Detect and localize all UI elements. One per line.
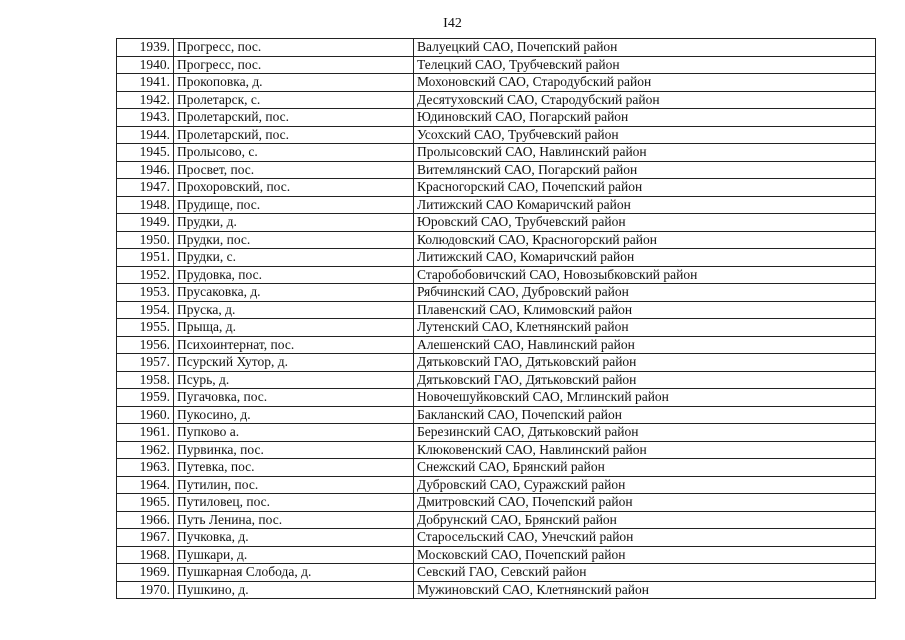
administrative-unit: Бакланский САО, Почепский район: [414, 406, 876, 424]
row-number: 1947.: [117, 179, 174, 197]
settlement-name: Пруска, д.: [174, 301, 414, 319]
row-number: 1968.: [117, 546, 174, 564]
settlement-name: Прогресс, пос.: [174, 56, 414, 74]
settlement-name: Псурь, д.: [174, 371, 414, 389]
table-row: [117, 214, 876, 232]
settlement-name: Путилин, пос.: [174, 476, 414, 494]
settlement-name: Прудище, пос.: [174, 196, 414, 214]
table-row: [117, 424, 876, 442]
settlement-name: Пролетарский, пос.: [174, 109, 414, 127]
administrative-unit: Клюковенский САО, Навлинский район: [414, 441, 876, 459]
settlement-name: Путь Ленина, пос.: [174, 511, 414, 529]
table-row: [117, 459, 876, 477]
administrative-unit: Юровский САО, Трубчевский район: [414, 214, 876, 232]
administrative-unit: Рябчинский САО, Дубровский район: [414, 284, 876, 302]
administrative-unit: Усохский САО, Трубчевский район: [414, 126, 876, 144]
settlement-name: Пурвинка, пос.: [174, 441, 414, 459]
settlement-name: Прудки, пос.: [174, 231, 414, 249]
settlement-name: Психоинтернат, пос.: [174, 336, 414, 354]
administrative-unit: Алешенский САО, Навлинский район: [414, 336, 876, 354]
table-row: [117, 91, 876, 109]
row-number: 1942.: [117, 91, 174, 109]
table-row: [117, 389, 876, 407]
administrative-unit: Пролысовский САО, Навлинский район: [414, 144, 876, 162]
administrative-unit: Мохоновский САО, Стародубский район: [414, 74, 876, 92]
administrative-unit: Севский ГАО, Севский район: [414, 564, 876, 582]
row-number: 1955.: [117, 319, 174, 337]
administrative-unit: Дмитровский САО, Почепский район: [414, 494, 876, 512]
settlement-name: Путевка, пос.: [174, 459, 414, 477]
table-row: [117, 529, 876, 547]
administrative-unit: Литижский САО, Комаричский район: [414, 249, 876, 267]
row-number: 1956.: [117, 336, 174, 354]
settlement-name: Прудки, д.: [174, 214, 414, 232]
administrative-unit: Старобобовичский САО, Новозыбковский район: [414, 266, 876, 284]
administrative-unit: Добрунский САО, Брянский район: [414, 511, 876, 529]
administrative-unit: Старосельский САО, Унечский район: [414, 529, 876, 547]
row-number: 1959.: [117, 389, 174, 407]
row-number: 1960.: [117, 406, 174, 424]
settlement-name: Пугачовка, пос.: [174, 389, 414, 407]
row-number: 1966.: [117, 511, 174, 529]
row-number: 1967.: [117, 529, 174, 547]
administrative-unit: Березинский САО, Дятьковский район: [414, 424, 876, 442]
administrative-unit: Колюдовский САО, Красногорский район: [414, 231, 876, 249]
table-row: [117, 406, 876, 424]
administrative-unit: Юдиновский САО, Погарский район: [414, 109, 876, 127]
table-row: [117, 494, 876, 512]
settlement-name: Пролетарский, пос.: [174, 126, 414, 144]
administrative-unit: Валуецкий САО, Почепский район: [414, 39, 876, 57]
row-number: 1964.: [117, 476, 174, 494]
row-number: 1962.: [117, 441, 174, 459]
settlements-table: [116, 38, 876, 599]
settlement-name: Просвет, пос.: [174, 161, 414, 179]
row-number: 1970.: [117, 581, 174, 599]
row-number: 1954.: [117, 301, 174, 319]
table-row: [117, 319, 876, 337]
settlement-name: Пучковка, д.: [174, 529, 414, 547]
settlement-name: Прогресс, пос.: [174, 39, 414, 57]
settlement-name: Прудки, с.: [174, 249, 414, 267]
table-row: [117, 231, 876, 249]
administrative-unit: Новочешуйковский САО, Мглинский район: [414, 389, 876, 407]
settlement-name: Пушкари, д.: [174, 546, 414, 564]
table-row: [117, 249, 876, 267]
table-row: [117, 161, 876, 179]
row-number: 1952.: [117, 266, 174, 284]
row-number: 1941.: [117, 74, 174, 92]
row-number: 1958.: [117, 371, 174, 389]
row-number: 1946.: [117, 161, 174, 179]
administrative-unit: Дятьковский ГАО, Дятьковский район: [414, 354, 876, 372]
row-number: 1943.: [117, 109, 174, 127]
table-row: [117, 126, 876, 144]
settlement-name: Прокоповка, д.: [174, 74, 414, 92]
row-number: 1939.: [117, 39, 174, 57]
table-row: [117, 144, 876, 162]
settlement-name: Пушкарная Слобода, д.: [174, 564, 414, 582]
settlement-name: Прудовка, пос.: [174, 266, 414, 284]
row-number: 1953.: [117, 284, 174, 302]
table-row: [117, 266, 876, 284]
table-row: [117, 354, 876, 372]
administrative-unit: Снежский САО, Брянский район: [414, 459, 876, 477]
table-row: [117, 441, 876, 459]
settlement-name: Прыща, д.: [174, 319, 414, 337]
row-number: 1969.: [117, 564, 174, 582]
row-number: 1949.: [117, 214, 174, 232]
settlement-name: Прохоровский, пос.: [174, 179, 414, 197]
table-row: [117, 511, 876, 529]
table-row: [117, 39, 876, 57]
table-row: [117, 284, 876, 302]
row-number: 1944.: [117, 126, 174, 144]
page-number: I42: [443, 16, 462, 31]
table-row: [117, 56, 876, 74]
administrative-unit: Плавенский САО, Климовский район: [414, 301, 876, 319]
settlement-name: Пукосино, д.: [174, 406, 414, 424]
settlements-table-body: [117, 39, 876, 599]
settlement-name: Пролысово, с.: [174, 144, 414, 162]
table-row: [117, 336, 876, 354]
administrative-unit: Дубровский САО, Суражский район: [414, 476, 876, 494]
row-number: 1965.: [117, 494, 174, 512]
row-number: 1948.: [117, 196, 174, 214]
row-number: 1963.: [117, 459, 174, 477]
table-row: [117, 546, 876, 564]
table-row: [117, 476, 876, 494]
administrative-unit: Лутенский САО, Клетнянский район: [414, 319, 876, 337]
row-number: 1945.: [117, 144, 174, 162]
row-number: 1961.: [117, 424, 174, 442]
administrative-unit: Дятьковский ГАО, Дятьковский район: [414, 371, 876, 389]
settlement-name: Путиловец, пос.: [174, 494, 414, 512]
table-row: [117, 581, 876, 599]
row-number: 1957.: [117, 354, 174, 372]
administrative-unit: Десятуховский САО, Стародубский район: [414, 91, 876, 109]
settlement-name: Пупково а.: [174, 424, 414, 442]
settlement-name: Прусаковка, д.: [174, 284, 414, 302]
table-row: [117, 179, 876, 197]
table-row: [117, 371, 876, 389]
administrative-unit: Телецкий САО, Трубчевский район: [414, 56, 876, 74]
administrative-unit: Мужиновский САО, Клетнянский район: [414, 581, 876, 599]
administrative-unit: Литижский САО Комаричский район: [414, 196, 876, 214]
administrative-unit: Красногорский САО, Почепский район: [414, 179, 876, 197]
row-number: 1950.: [117, 231, 174, 249]
table-row: [117, 74, 876, 92]
row-number: 1940.: [117, 56, 174, 74]
table-row: [117, 196, 876, 214]
row-number: 1951.: [117, 249, 174, 267]
table-row: [117, 301, 876, 319]
settlement-name: Пушкино, д.: [174, 581, 414, 599]
settlement-name: Псурский Хутор, д.: [174, 354, 414, 372]
table-row: [117, 564, 876, 582]
administrative-unit: Витемлянский САО, Погарский район: [414, 161, 876, 179]
administrative-unit: Московский САО, Почепский район: [414, 546, 876, 564]
settlement-name: Пролетарск, с.: [174, 91, 414, 109]
table-row: [117, 109, 876, 127]
